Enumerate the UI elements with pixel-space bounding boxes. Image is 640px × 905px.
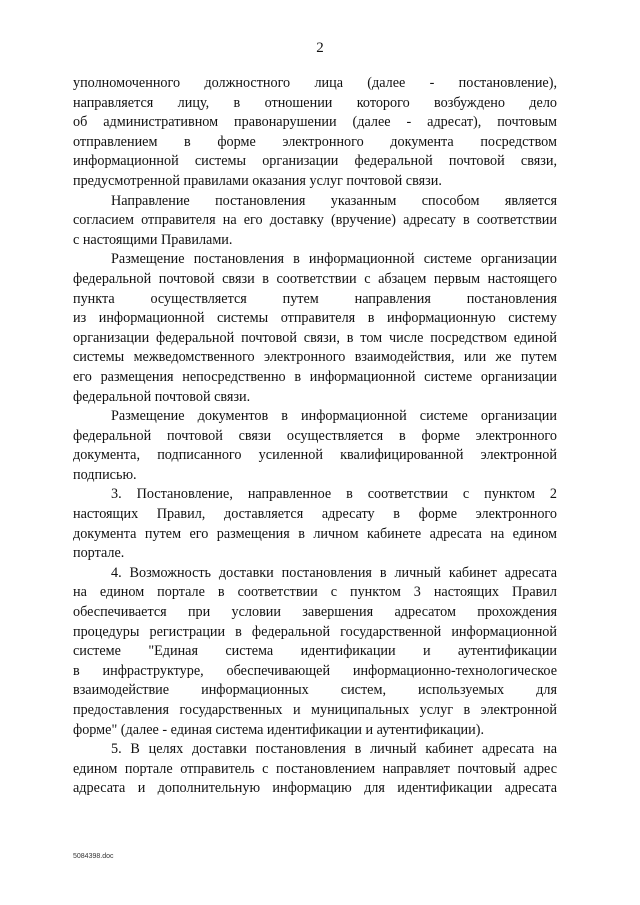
text-line: предоставления государственных и муниципальных услуг в электронной [73,702,557,718]
text-line: обеспечивается при условии завершения адресатом прохождения [73,604,557,621]
text-line: федеральной почтовой связи осуществляется в форме электронного [73,427,557,444]
text-line: Направление постановления указанным способом является [111,192,557,209]
text-line: документа, подписанного усиленной квалифицированной электронной [73,447,557,464]
text-line: согласием отправителя на его доставку (вручение) адресату в соответствии [73,212,557,229]
text-line: пункта осуществляется путем направления постановления [73,290,557,307]
paragraph-item-3 [73,485,557,563]
paragraph-consent [73,192,557,251]
paragraph-item-4 [73,564,557,740]
text-line: с настоящими Правилами. [73,231,233,248]
text-line: едином портале отправитель с постановлением направляет почтовый адрес [73,760,557,777]
text-line: документа путем его размещения в личном кабинете адресата на едином [73,525,557,542]
paragraph-item-5 [73,740,557,799]
text-line: адресата и дополнительную информацию для идентификации адресата [73,780,557,797]
text-line: 5. В целях доставки постановления в личный кабинет адресата на [111,741,557,758]
paragraph-placement [73,250,557,407]
text-line: из информационной системы отправителя в информационную систему [73,310,557,327]
text-line: взаимодействие информационных систем, используемых для [73,682,557,699]
text-line: отправлением в форме электронного документа посредством [73,133,557,150]
text-line: уполномоченного должностного лица (далее - постановление), [73,75,557,91]
paragraph-continuation [73,74,557,192]
text-line: настоящих Правил, доставляется адресату в форме электронного [73,506,557,523]
text-line: об административном правонарушении (далее - адресат), почтовым [73,114,557,131]
text-line: системе "Единая система идентификации и аутентификации [73,643,557,660]
text-line: федеральной почтовой связи в соответствии с абзацем первым настоящего [73,270,557,287]
text-line: системы межведомственного электронного взаимодействия, или же путем [73,349,557,366]
text-line: 3. Постановление, направленное в соответствии с пунктом 2 [111,486,557,503]
document-body [73,74,557,799]
text-line: на едином портале в соответствии с пунктом 3 настоящих Правил [73,584,557,601]
text-line: предусмотренной правилами оказания услуг почтовой связи. [73,172,442,189]
text-line: Размещение постановления в информационной системе организации [111,251,557,268]
text-line: процедуры регистрации в федеральной государственной информационной [73,623,557,640]
text-line: организации федеральной почтовой связи, в том числе посредством единой [73,329,557,346]
text-line: портале. [73,545,125,562]
text-line: форме" (далее - единая система идентификации и аутентификации). [73,721,485,738]
text-line: Размещение документов в информационной системе организации [111,408,557,425]
text-line: 4. Возможность доставки постановления в личный кабинет адресата [111,564,557,581]
paragraph-documents [73,407,557,485]
text-line: его размещения непосредственно в информационной системе организации [73,368,557,385]
text-line: направляется лицу, в отношении которого возбуждено дело [73,94,557,111]
document-file-code: 5084398.doc [73,853,114,860]
text-line: в инфраструктуре, обеспечивающей информационно-технологическое [73,662,557,679]
text-line: информационной системы организации федеральной почтовой связи, [73,153,557,170]
text-line: подписью. [73,466,137,483]
text-line: федеральной почтовой связи. [73,388,251,405]
page-number: 2 [316,40,324,56]
